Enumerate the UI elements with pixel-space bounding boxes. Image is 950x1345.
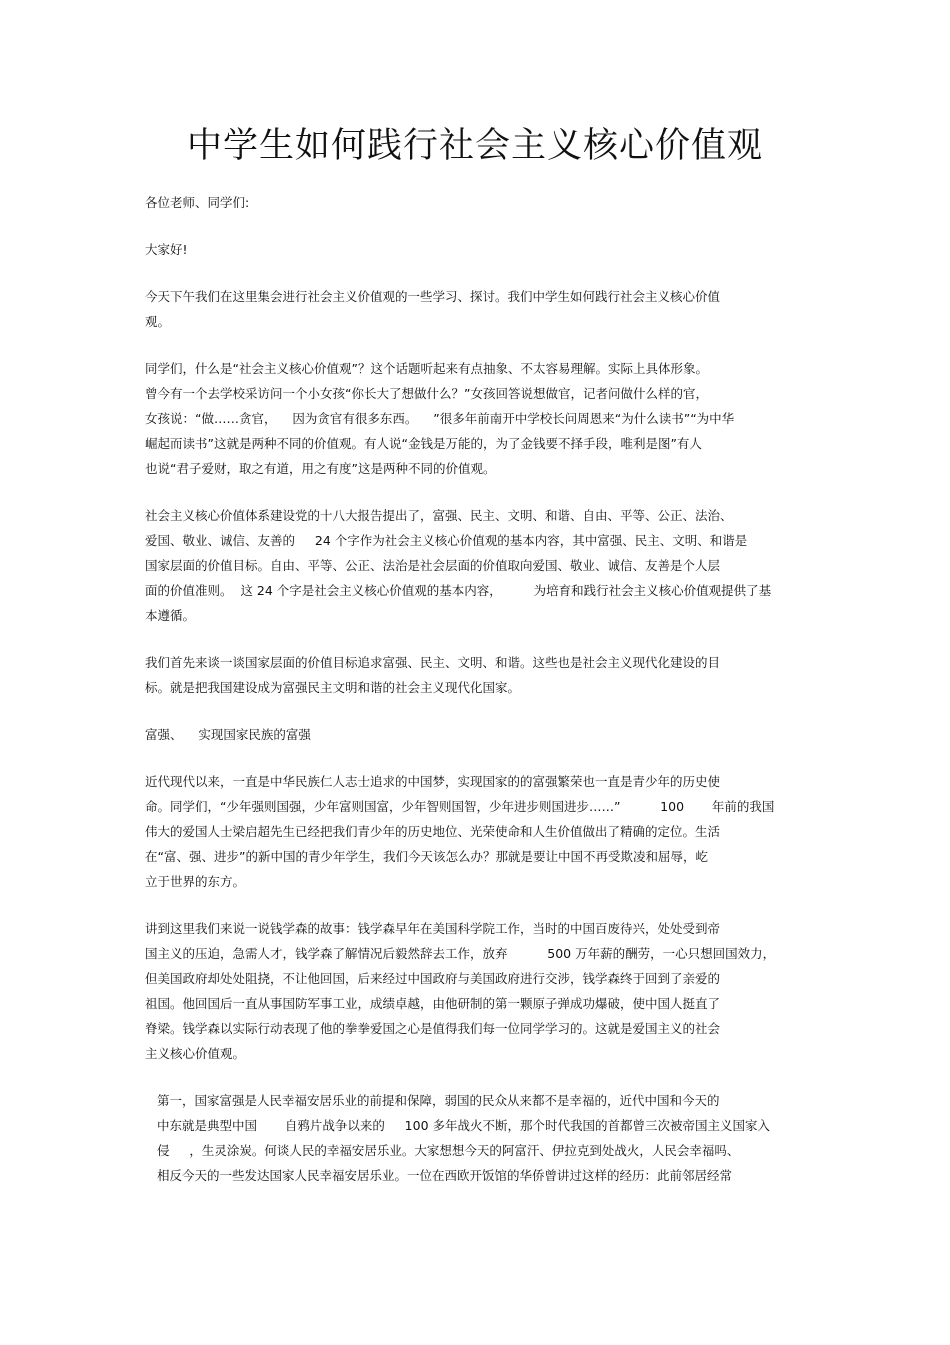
text-line: 立于世界的东方。 [145, 874, 246, 889]
paragraph [145, 650, 805, 700]
text-line: 标。就是把我国建设成为富强民主文明和谐的社会主义现代化国家。 [145, 680, 521, 695]
paragraph [145, 190, 805, 215]
text-line: 侵 ，生灵涂炭。何谈人民的幸福安居乐业。大家想想今天的阿富汗、伊拉克到处战火，人民会幸福吗、 [157, 1143, 740, 1158]
paragraph [145, 503, 805, 628]
paragraph [145, 284, 805, 334]
document-body [145, 190, 805, 1210]
paragraph [145, 722, 805, 747]
text-line: 富强、 实现国家民族的富强 [145, 727, 311, 742]
text-line: 祖国。他回国后一直从事国防军事工业，成绩卓越，由他研制的第一颗原子弹成功爆破，使中国人挺直了 [145, 996, 721, 1011]
document-title: 中学生如何践行社会主义核心价值观 [186, 126, 763, 166]
paragraph [145, 1088, 805, 1188]
text-line: 曾今有一个去学校采访问一个小女孩“你长大了想做什么？”女孩回答说想做官，记者问做什么样的官， [145, 386, 708, 401]
text-line: 本遵循。 [145, 608, 196, 623]
text-line: 脊梁。钱学森以实际行动表现了他的拳拳爱国之心是值得我们每一位同学学习的。这就是爱国主义的社会 [145, 1021, 721, 1036]
text-line: 也说“君子爱财，取之有道，用之有度”这是两种不同的价值观。 [145, 461, 496, 476]
text-line: 爱国、敬业、诚信、友善的 24 个字作为社会主义核心价值观的基本内容，其中富强、民主、文明、和谐是 [145, 533, 748, 548]
text-line: 在“富、强、进步”的新中国的青少年学生，我们今天该怎么办？那就是要让中国不再受欺凌和屈辱，屹 [145, 849, 708, 864]
paragraph [145, 237, 805, 262]
text-line: 近代现代以来，一直是中华民族仁人志士追求的中国梦，实现国家的的富强繁荣也一直是青少年的历史使 [145, 774, 721, 789]
paragraph [145, 769, 805, 894]
text-line: 主义核心价值观。 [145, 1046, 246, 1061]
text-line: 我们首先来谈一谈国家层面的价值目标追求富强、民主、文明、和谐。这些也是社会主义现代化建设的目 [145, 655, 721, 670]
paragraph [145, 916, 805, 1066]
text-line: 国家层面的价值目标。自由、平等、公正、法治是社会层面的价值取向爱国、敬业、诚信、友善是个人层 [145, 558, 721, 573]
text-line: 大家好! [145, 242, 188, 257]
text-line: 崛起而读书”这就是两种不同的价值观。有人说“金钱是万能的，为了金钱要不择手段，唯利是图”有人 [145, 436, 702, 451]
text-line: 讲到这里我们来说一说钱学森的故事：钱学森早年在美国科学院工作，当时的中国百废待兴，处处受到帝 [145, 921, 721, 936]
text-line: 观。 [145, 314, 171, 329]
text-line: 今天下午我们在这里集会进行社会主义价值观的一些学习、探讨。我们中学生如何践行社会主义核心价值 [145, 289, 721, 304]
text-line: 但美国政府却处处阻挠，不让他回国，后来经过中国政府与美国政府进行交涉，钱学森终于回到了亲爱的 [145, 971, 721, 986]
text-line: 各位老师、同学们: [145, 195, 250, 210]
text-line: 社会主义核心价值体系建设党的十八大报告提出了，富强、民主、文明、和谐、自由、平等、公正、法治、 [145, 508, 733, 523]
paragraph [145, 356, 805, 481]
text-line: 命。同学们，“少年强则国强，少年富则国富，少年智则国智，少年进步则国进步……” 100 年前的我国 [145, 799, 775, 814]
text-line: 面的价值准则。 这 24 个字是社会主义核心价值观的基本内容， 为培育和践行社会主义核心价值观提供了基 [145, 583, 772, 598]
text-line: 中东就是典型中国 自鸦片战争以来的 100 多年战火不断，那个时代我国的首都曾三次被帝国主义国家入 [157, 1118, 771, 1133]
text-line: 国主义的压迫，急需人才，钱学森了解情况后毅然辞去工作，放弃 500 万年薪的酬劳，一心只想回国效力， [145, 946, 776, 961]
text-line: 第一，国家富强是人民幸福安居乐业的前提和保障，弱国的民众从来都不是幸福的，近代中国和今天的 [157, 1093, 720, 1108]
text-line: 相反今天的一些发达国家人民幸福安居乐业。一位在西欧开饭馆的华侨曾讲过这样的经历：此前邻居经常 [157, 1168, 733, 1183]
text-line: 同学们，什么是“社会主义核心价值观”？这个话题听起来有点抽象、不太容易理解。实际上具体形象。 [145, 361, 708, 376]
text-line: 伟大的爱国人士梁启超先生已经把我们青少年的历史地位、光荣使命和人生价值做出了精确的定位。生活 [145, 824, 721, 839]
text-line: 女孩说：“做……贪官， 因为贪官有很多东西。 ”很多年前南开中学校长问周恩来“为什么读书”“为中华 [145, 411, 735, 426]
